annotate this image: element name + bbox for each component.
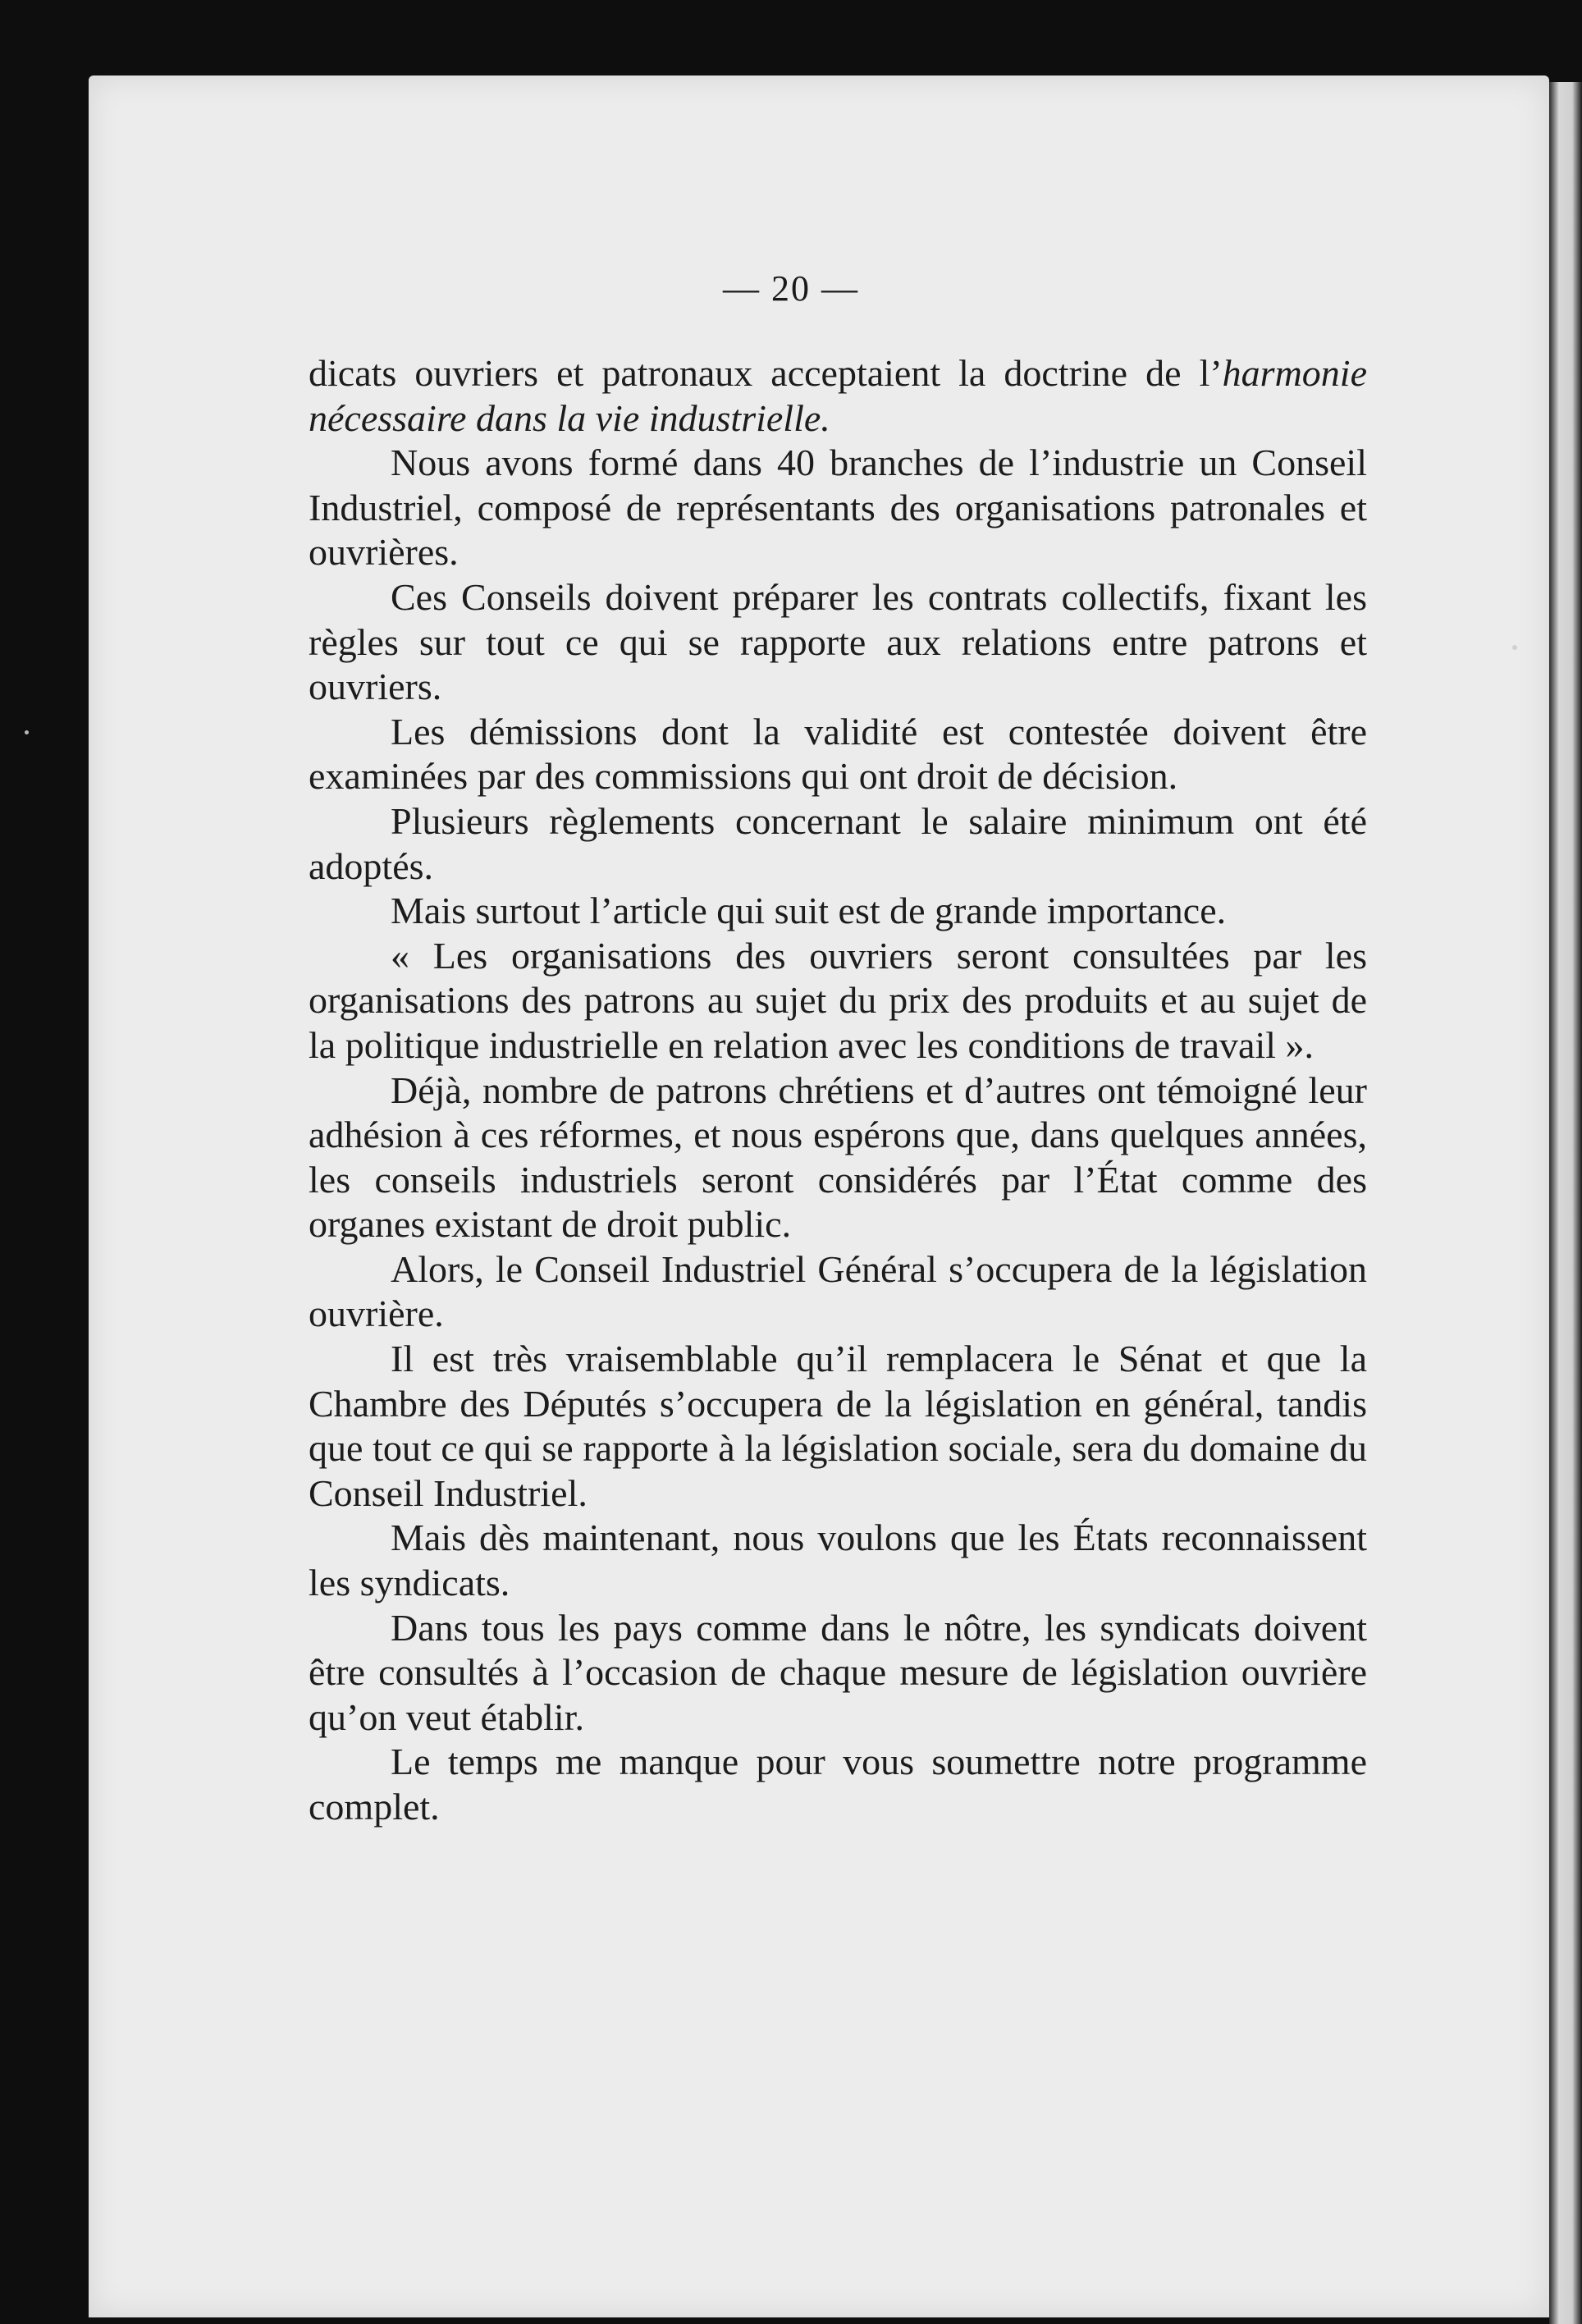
paragraph: Mais surtout l’article qui suit est de grande importance. <box>391 890 1227 932</box>
paragraph: Déjà, nombre de patrons chrétiens et d’autres ont témoigné leur adhésion à ces réformes, et nous espérons que, dans quelques années, les conseils industriels seront considérés par l’État comme des organes existant de droit public. <box>309 1068 1367 1246</box>
body-text <box>309 351 1367 1830</box>
paragraph: Plusieurs règlements concernant le salaire minimum ont été adoptés. <box>309 799 1367 887</box>
paragraph: Il est très vraisemblable qu’il remplacera le Sénat et que la Chambre des Députés s’occupera de la législation en général, tandis que tout ce qui se rapporte à la législation sociale, sera du domaine du Conseil Industriel. <box>309 1338 1367 1514</box>
paragraph: Les démissions dont la validité est contestée doivent être examinées par des commissions qui ont droit de décision. <box>309 710 1367 798</box>
dust-speck <box>1512 645 1517 650</box>
paragraph: Alors, le Conseil Industriel Général s’occupera de la législation ouvrière. <box>309 1247 1367 1335</box>
paragraph: Ces Conseils doivent préparer les contrats collectifs, fixant les règles sur tout ce qui se rapporte aux relations entre patrons et ouvriers. <box>309 575 1367 708</box>
paragraph: « Les organisations des ouvriers seront consultées par les organisations des patrons au sujet du prix des produits et au sujet de la politique industrielle en relation avec les conditions de travail ». <box>309 934 1367 1066</box>
dust-speck <box>25 730 29 734</box>
paragraph-text: dicats ouvriers et patronaux acceptaient la doctrine de l’ <box>309 352 1223 394</box>
italic-phrase: harmonie nécessaire dans la vie industrielle. <box>309 352 1367 439</box>
paragraph: Nous avons formé dans 40 branches de l’industrie un Conseil Industriel, composé de représentants des organisations patronales et ouvrières. <box>309 441 1367 574</box>
paragraph <box>309 351 1367 441</box>
paragraph: Dans tous les pays comme dans le nôtre, les syndicats doivent être consultés à l’occasion de chaque mesure de législation ouvrière qu’on veut établir. <box>309 1606 1367 1738</box>
paragraph: Le temps me manque pour vous soumettre notre programme complet. <box>309 1741 1367 1828</box>
page-number: — 20 — <box>723 268 859 309</box>
paragraph: Mais dès maintenant, nous voulons que les États reconnaissent les syndicats. <box>309 1517 1367 1604</box>
page-edge <box>1549 82 1582 2324</box>
